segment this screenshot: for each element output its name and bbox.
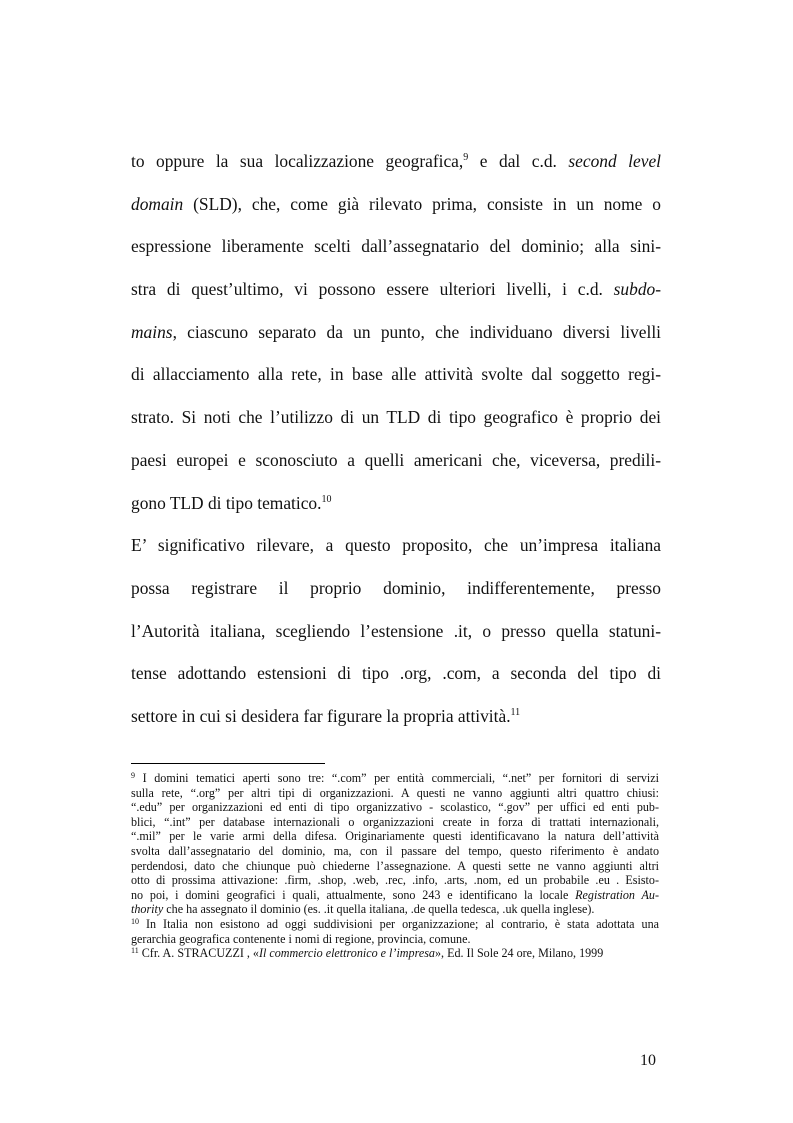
body-paragraphs xyxy=(131,146,661,744)
footnotes xyxy=(131,771,659,961)
body-line: di allacciamento alla rete, in base alle attività svolte dal soggetto regi- xyxy=(131,364,661,385)
text-run: Cfr. A. STRACUZZI , « xyxy=(138,946,259,961)
text-run: I domini tematici aperti sono tre: “.com” per entità commerciali, “.net” per fornitori di servizi xyxy=(135,771,659,785)
italic-term: thority xyxy=(131,902,164,917)
footnote-line: “.edu” per organizzazioni ed enti di tipo organizzativo - scolastico, “.gov” per uffici ed enti pub- xyxy=(131,800,659,815)
footnote-line: blici, “.int” per database internazionali o organizzazioni create in forza di trattati internazionali, xyxy=(131,814,659,829)
body-line xyxy=(131,701,661,744)
italic-term: domain xyxy=(131,193,184,214)
italic-term: Registration Au- xyxy=(575,887,659,902)
text-run: », Ed. Il Sole 24 ore, Milano, 1999 xyxy=(434,946,604,961)
text-run: no poi, i domini geografici i quali, attualmente, sono 243 e identificano la locale xyxy=(131,887,576,902)
footnote-number: 9 xyxy=(131,771,135,780)
footnote-line: perdendosi, dato che chiunque può chiederne l’assegnazione. A questi sette ne vanno aggiunti altri xyxy=(131,858,659,873)
footnote-separator xyxy=(131,763,325,764)
footnote-line: otto di prossima attivazione: .firm, .shop, .web, .rec, .info, .arts, .nom, ed un probabile .eu . Esisto- xyxy=(131,873,659,888)
footnote-line: sulla rete, “.org” per altri tipi di organizzazioni. A questi ne vanno aggiunti altri quattro chiusi: xyxy=(131,785,659,800)
body-line: strato. Si noti che l’utilizzo di un TLD di tipo geografico è proprio dei xyxy=(131,407,661,428)
footnote-number: 11 xyxy=(131,946,139,956)
footnote-line: “.mil” per le varie armi della difesa. Originariamente questi identificavano la natura dell’attività xyxy=(131,829,659,844)
footnote-line xyxy=(131,771,659,786)
footnote-line: gerarchia geografica contenente i nomi di regione, provincia, comune. xyxy=(131,931,471,946)
body-line: E’ significativo rilevare, a questo proposito, che un’impresa italiana xyxy=(131,535,661,556)
italic-term: mains xyxy=(131,321,173,342)
text-run: stra di quest’ultimo, vi possono essere ulteriori livelli, i c.d. xyxy=(131,279,614,300)
footnote-line xyxy=(131,946,659,961)
footnote-line xyxy=(131,917,659,932)
footnote-ref-11: 11 xyxy=(510,706,521,718)
footnote-line xyxy=(131,888,659,903)
body-line xyxy=(131,274,661,317)
text-run: , ciascuno separato da un punto, che individuano diversi livelli xyxy=(172,321,661,342)
footnote-line: svolta dall’assegnatario del dominio, ma, con il passare del tempo, questo riferimento è andato xyxy=(131,843,659,858)
italic-title: Il commercio elettronico e l’impresa xyxy=(258,946,435,961)
text-run: settore in cui si desidera far figurare la propria attività. xyxy=(131,705,511,726)
italic-term: second level xyxy=(568,151,661,171)
italic-term: subdo- xyxy=(613,279,661,300)
body-line xyxy=(131,189,661,232)
body-line: espressione liberamente scelti dall’assegnatario del dominio; alla sini- xyxy=(131,236,661,257)
text-run: e dal c.d. xyxy=(468,151,569,171)
text-run: che ha assegnato il dominio (es. .it quella italiana, .de quella tedesca, .uk quella inglese). xyxy=(163,902,595,917)
body-line: l’Autorità italiana, scegliendo l’estensione .it, o presso quella statuni- xyxy=(131,620,661,641)
body-line xyxy=(131,317,661,360)
body-line: possa registrare il proprio dominio, indifferentemente, presso xyxy=(131,577,661,598)
footnote-line xyxy=(131,902,659,917)
text-run: (SLD), che, come già rilevato prima, consiste in un nome o xyxy=(183,193,661,214)
footnote-ref-9: 9 xyxy=(463,152,469,163)
text-run: gono TLD di tipo tematico. xyxy=(131,492,322,513)
page-number: 10 xyxy=(640,1052,656,1069)
body-line: paesi europei e sconosciuto a quelli americani che, viceversa, predili- xyxy=(131,449,661,470)
body-line: tense adottando estensioni di tipo .org, .com, a seconda del tipo di xyxy=(131,663,661,684)
footnote-number: 10 xyxy=(131,916,139,926)
body-line xyxy=(131,146,661,189)
text-run: In Italia non esistono ad oggi suddivisioni per organizzazione; al contrario, è stata adottata una xyxy=(139,916,659,931)
body-line xyxy=(131,488,661,531)
text-run: to oppure la sua localizzazione geografica, xyxy=(131,151,464,171)
footnote-ref-10: 10 xyxy=(321,493,332,505)
